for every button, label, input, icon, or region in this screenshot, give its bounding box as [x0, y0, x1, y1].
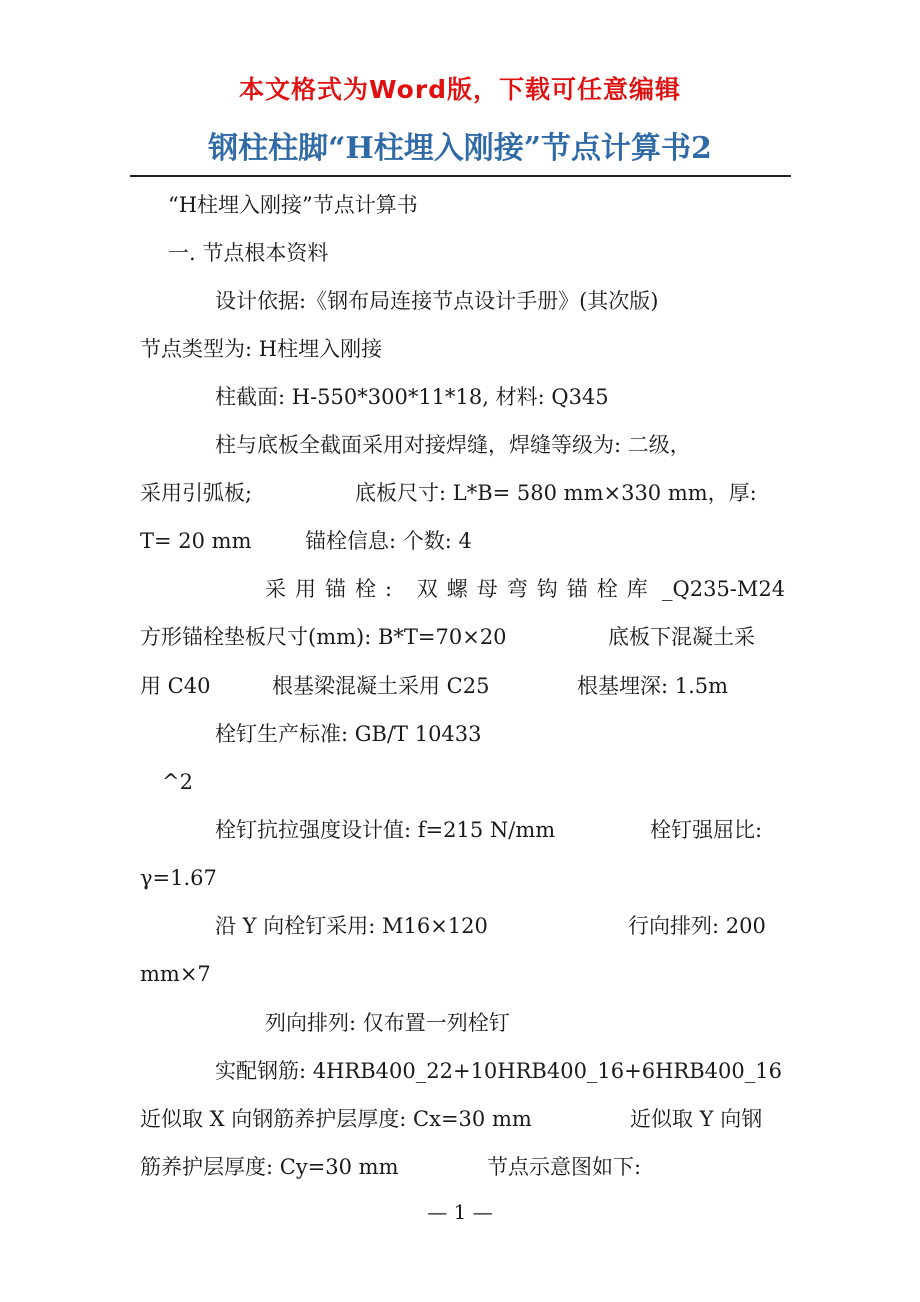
node-type: 节点类型为: H柱埋入刚接 — [140, 337, 383, 361]
node-diagram-caption: 节点示意图如下: — [487, 1155, 642, 1179]
x-cover-thickness: 近似取 X 向钢筋养护层厚度: Cx=30 mm — [140, 1107, 532, 1131]
foundation-depth: 根基埋深: 1.5m — [577, 674, 729, 698]
base-plate-size: 底板尺寸: L*B= 580 mm×330 mm，厚: — [355, 481, 757, 505]
column-section: 柱截面: H-550*300*11*18, 材料: Q345 — [215, 385, 609, 409]
page-number: — 1 — — [427, 1200, 493, 1224]
anchor-bolt-type: 采用锚栓: 双螺母弯钩锚栓库 — [265, 577, 657, 601]
superscript-note: ^2 — [162, 770, 193, 794]
anchor-bolt-count: 锚栓信息: 个数: 4 — [305, 529, 472, 553]
y-direction-stud: 沿 Y 向栓钉采用: M16×120 — [215, 914, 488, 938]
stud-yield-ratio-value: γ=1.67 — [140, 866, 217, 890]
header-divider — [130, 175, 791, 177]
concrete-grade: 用 C40 — [140, 674, 211, 698]
plate-thickness: T= 20 mm — [140, 529, 252, 553]
anchor-pad-size: 方形锚栓垫板尺寸(mm): B*T=70×20 — [140, 625, 507, 649]
document-title: 钢柱柱脚“H柱埋入刚接”节点计算书2 — [208, 131, 712, 166]
section-heading: “H柱埋入刚接”节点计算书 — [168, 193, 418, 217]
stud-tensile-strength: 栓钉抗拉强度设计值: f=215 N/mm — [215, 818, 556, 842]
anchor-bolt-spec: _Q235-M24 — [662, 577, 786, 601]
y-cover-thickness: 筋养护层厚度: Cy=30 mm — [140, 1155, 399, 1179]
design-basis: 设计依据:《钢布局连接节点设计手册》(其次版) — [215, 289, 659, 313]
reinforcement: 实配钢筋: 4HRB400_22+10HRB400_16+6HRB400_16 — [215, 1059, 782, 1083]
concrete-under-plate: 底板下混凝土采 — [608, 625, 755, 649]
foundation-beam-concrete: 根基梁混凝土采用 C25 — [272, 674, 490, 698]
banner-notice: 本文格式为Word版，下载可任意编辑 — [238, 75, 682, 104]
row-arrangement: 行向排列: 200 — [628, 914, 766, 938]
stud-yield-ratio-label: 栓钉强屈比: — [650, 818, 763, 842]
y-cover-label: 近似取 Y 向钢 — [630, 1107, 763, 1131]
weld-info: 柱与底板全截面采用对接焊缝，焊缝等级为: 二级， — [215, 433, 691, 457]
section-number-heading: 一. 节点根本资料 — [168, 241, 329, 265]
stud-standard: 栓钉生产标准: GB/T 10433 — [215, 722, 482, 746]
arc-plate-text: 采用引弧板; — [140, 481, 253, 505]
row-arrangement-value: mm×7 — [140, 962, 211, 986]
column-arrangement: 列向排列: 仅布置一列栓钉 — [265, 1011, 510, 1035]
